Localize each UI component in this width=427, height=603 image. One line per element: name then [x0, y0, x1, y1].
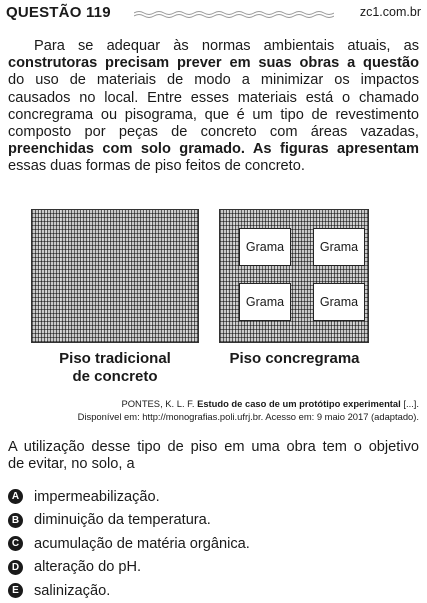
site-watermark: zc1.com.br [359, 5, 421, 19]
option-d[interactable] [8, 556, 419, 580]
option-letter-badge: A [8, 489, 23, 504]
statement-line: causados no local. Entre esses materiais está o chamado [8, 89, 419, 106]
option-text: impermeabilização. [34, 488, 160, 505]
citation-line [9, 397, 419, 410]
citation-author: PONTES, K. L. F. [121, 398, 195, 409]
option-text: diminuição da temperatura. [34, 512, 211, 529]
prompt-line: de evitar, no solo, a [8, 456, 135, 473]
caption-line: de concreto [72, 368, 158, 385]
statement-line: concregrama ou pisograma, que é um tipo de revestimento [8, 106, 419, 123]
option-c[interactable] [8, 532, 419, 556]
citation-ellipsis: [...]. [403, 398, 419, 409]
statement-line: preenchidas com solo gramado. As figuras apresentam [8, 141, 419, 158]
caption-traditional [31, 350, 199, 386]
grass-cell: Grama [239, 283, 291, 321]
question-header [6, 4, 421, 24]
statement-line: construtoras precisam prever em suas obras a questão [8, 55, 419, 72]
question-statement [8, 38, 419, 176]
statement-line: essas duas formas de piso feitos de concreto. [8, 158, 305, 175]
grass-cell: Grama [313, 228, 365, 266]
source-citation [9, 397, 419, 424]
option-b[interactable] [8, 509, 419, 533]
option-letter-badge: B [8, 513, 23, 528]
option-letter-badge: D [8, 560, 23, 575]
figure-concregrama-floor [219, 209, 369, 343]
caption-line: Piso tradicional [59, 350, 171, 367]
statement-line: do uso de materiais de modo a minimizar os impactos [8, 72, 419, 89]
option-letter-badge: C [8, 536, 23, 551]
caption-concregrama: Piso concregrama [229, 350, 360, 367]
question-number: QUESTÃO 119 [6, 4, 111, 21]
citation-availability: Disponível em: http://monografias.poli.ufrj.br. Acesso em: 9 maio 2017 (adaptado). [77, 411, 419, 423]
option-letter-badge: E [8, 583, 23, 598]
statement-line: Para se adequar às normas ambientais atuais, as [34, 38, 419, 54]
question-prompt [8, 439, 419, 473]
grass-cell: Grama [239, 228, 291, 266]
option-text: alteração do pH. [34, 559, 142, 576]
option-a[interactable] [8, 485, 419, 509]
option-e[interactable] [8, 579, 419, 603]
statement-line: composto por peças de concreto com áreas vazadas, [8, 124, 419, 141]
prompt-line: A utilização desse tipo de piso em uma obra tem o objetivo [8, 439, 419, 455]
answer-options [8, 485, 419, 603]
option-text: acumulação de matéria orgânica. [34, 535, 250, 552]
citation-title: Estudo de caso de um protótipo experimental [197, 398, 401, 409]
concrete-texture [31, 209, 199, 343]
grass-cell: Grama [313, 283, 365, 321]
option-text: salinização. [34, 582, 111, 599]
figure-traditional-concrete-floor [31, 209, 199, 343]
header-decorative-rule [134, 10, 334, 18]
